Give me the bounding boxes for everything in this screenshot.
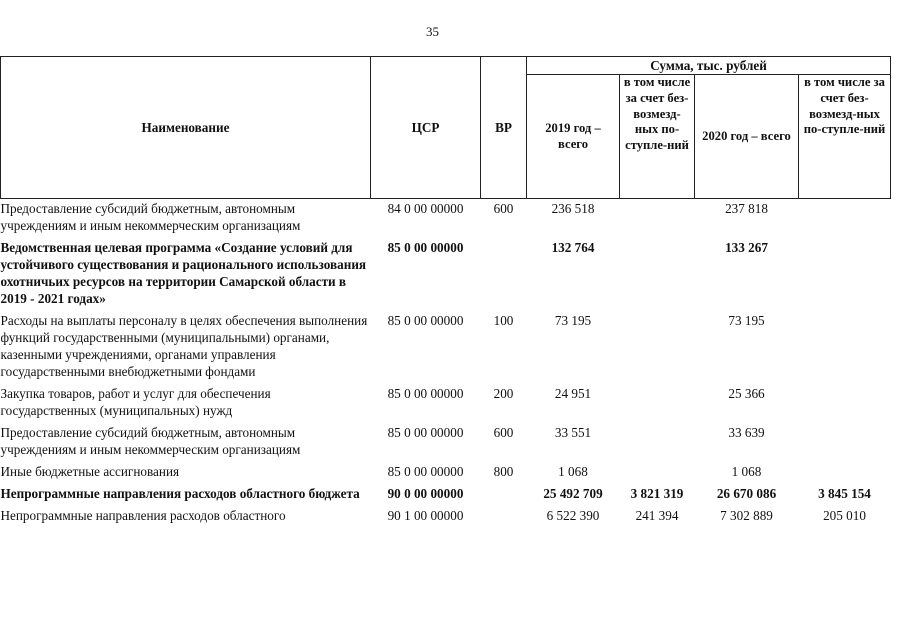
cell-2019-free (620, 462, 695, 484)
cell-vr: 600 (493, 425, 514, 440)
cell-2020-total: 26 670 086 (716, 486, 777, 501)
cell-2020-total: 25 366 (728, 386, 765, 401)
header-2019-total: 2019 год – всего (527, 75, 620, 199)
table-row (1, 506, 891, 528)
cell-2020-free (799, 462, 891, 484)
cell-csr: 84 0 00 00000 (387, 201, 464, 216)
table-row (1, 462, 891, 484)
cell-2019-free (620, 384, 695, 423)
cell-csr: 85 0 00 00000 (387, 240, 464, 255)
cell-2020-free: 3 845 154 (818, 486, 871, 501)
cell-2019-total: 1 068 (558, 464, 588, 479)
cell-2019-free: 241 394 (635, 508, 679, 523)
cell-vr (481, 484, 527, 506)
cell-2020-total: 73 195 (728, 313, 765, 328)
cell-2019-total: 24 951 (554, 386, 592, 401)
cell-vr: 200 (493, 386, 514, 401)
cell-csr: 90 0 00 00000 (387, 486, 464, 501)
cell-name: Закупка товаров, работ и услуг для обеспечения государственных (муниципальных) нужд (0, 386, 271, 418)
cell-2020-free (799, 384, 891, 423)
cell-2019-free (620, 199, 695, 239)
cell-vr: 600 (493, 201, 514, 216)
cell-2019-free (620, 238, 695, 311)
cell-2020-total: 237 818 (725, 201, 768, 216)
cell-2020-free: 205 010 (823, 508, 866, 523)
cell-name: Иные бюджетные ассигнования (0, 464, 180, 479)
budget-table (0, 56, 891, 528)
cell-csr: 85 0 00 00000 (387, 425, 464, 440)
cell-csr: 85 0 00 00000 (387, 464, 464, 479)
table-header (1, 57, 891, 199)
cell-name: Непрограммные направления расходов областного бюджета (0, 486, 360, 501)
cell-2019-free (620, 423, 695, 462)
cell-csr: 85 0 00 00000 (387, 386, 464, 401)
cell-2020-total: 7 302 889 (720, 508, 773, 523)
cell-2019-total: 73 195 (554, 313, 592, 328)
cell-2019-total: 6 522 390 (546, 508, 600, 523)
cell-2020-total: 1 068 (731, 464, 762, 479)
cell-2019-total: 132 764 (551, 240, 595, 255)
table-body (1, 199, 891, 529)
cell-2019-total: 236 518 (551, 201, 595, 216)
cell-2019-free: 3 821 319 (630, 486, 684, 501)
table-row (1, 311, 891, 384)
cell-2019-total: 25 492 709 (543, 486, 603, 501)
page-number: 35 (426, 24, 439, 39)
header-name: Наименование (1, 57, 371, 199)
header-2020-total: 2020 год – всего (695, 75, 799, 199)
table-row (1, 423, 891, 462)
cell-name: Предоставление субсидий бюджетным, автономным учреждениям и иным некоммерческим организациям (0, 425, 301, 457)
cell-2020-free (799, 423, 891, 462)
cell-name: Непрограммные направления расходов областного (0, 508, 286, 523)
cell-name: Ведомственная целевая программа «Создание условий для устойчивого существования и рационального использования охотничьих ресурсов на территории Самарской области в 2019 - 2021 годах» (0, 240, 367, 306)
header-csr: ЦСР (371, 57, 481, 199)
cell-2020-free (799, 311, 891, 384)
cell-2019-total: 33 551 (554, 425, 592, 440)
cell-2020-free (799, 238, 891, 311)
cell-name: Расходы на выплаты персоналу в целях обеспечения выполнения функций государственными (муниципальными) органами, казенными учреждениями, органами управления государственными внебюджетными фондами (0, 313, 368, 379)
cell-vr: 800 (493, 464, 514, 479)
cell-vr (481, 238, 527, 311)
table-row (1, 484, 891, 506)
cell-2020-total: 33 639 (728, 425, 765, 440)
table-row (1, 384, 891, 423)
cell-csr: 85 0 00 00000 (387, 313, 464, 328)
header-2019-free: в том числе за счет без-возмезд-ных по-ступле-ний (620, 75, 695, 199)
header-sum-group: Сумма, тыс. рублей (527, 57, 891, 75)
header-2020-free: в том числе за счет без-возмезд-ных по-ступле-ний (799, 75, 891, 199)
table-row (1, 199, 891, 239)
cell-vr (481, 506, 527, 528)
cell-vr: 100 (493, 313, 514, 328)
header-vr: ВР (481, 57, 527, 199)
cell-2020-free (799, 199, 891, 239)
cell-name: Предоставление субсидий бюджетным, автономным учреждениям и иным некоммерческим организациям (0, 201, 301, 233)
cell-2020-total: 133 267 (725, 240, 768, 255)
cell-csr: 90 1 00 00000 (387, 508, 464, 523)
cell-2019-free (620, 311, 695, 384)
table-row (1, 238, 891, 311)
